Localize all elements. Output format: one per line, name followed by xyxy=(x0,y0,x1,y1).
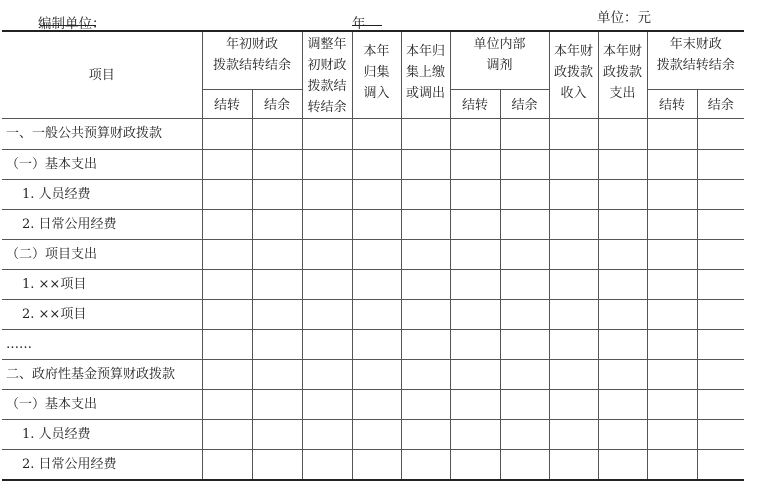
value-cell[interactable] xyxy=(697,300,744,330)
table-row xyxy=(2,360,744,390)
value-cell[interactable] xyxy=(598,240,647,270)
header-closing-balance: 年末财政 拨款结转结余 xyxy=(647,31,744,90)
value-cell[interactable] xyxy=(647,270,697,300)
value-cell[interactable] xyxy=(549,330,598,360)
value-cell[interactable] xyxy=(202,270,252,300)
value-cell[interactable] xyxy=(252,360,302,390)
value-cell[interactable] xyxy=(202,210,252,240)
value-cell[interactable] xyxy=(647,360,697,390)
value-cell[interactable] xyxy=(252,300,302,330)
report-meta: 编制单位： 年 单位：元 xyxy=(0,0,765,28)
value-cell[interactable] xyxy=(697,360,744,390)
value-cell[interactable] xyxy=(401,360,450,390)
value-cell[interactable] xyxy=(549,270,598,300)
value-cell[interactable] xyxy=(252,420,302,450)
value-cell[interactable] xyxy=(549,390,598,420)
table-row xyxy=(2,240,744,270)
value-cell[interactable] xyxy=(598,300,647,330)
value-cell[interactable] xyxy=(352,450,401,481)
value-cell[interactable] xyxy=(549,300,598,330)
value-cell[interactable] xyxy=(202,330,252,360)
value-cell[interactable] xyxy=(450,119,500,150)
table-row xyxy=(2,390,744,420)
row-label: 2. 日常公用经费 xyxy=(2,450,202,481)
header-transfer-in: 本年 归集 调入 xyxy=(352,31,401,119)
value-cell[interactable] xyxy=(549,210,598,240)
value-cell[interactable] xyxy=(500,270,549,300)
value-cell[interactable] xyxy=(202,360,252,390)
value-cell[interactable] xyxy=(598,450,647,481)
value-cell[interactable] xyxy=(401,180,450,210)
value-cell[interactable] xyxy=(252,390,302,420)
value-cell[interactable] xyxy=(598,150,647,180)
value-cell[interactable] xyxy=(252,210,302,240)
value-cell[interactable] xyxy=(352,270,401,300)
header-closing-carryover: 结转 xyxy=(647,90,697,119)
row-label: 1. 人员经费 xyxy=(2,420,202,450)
value-cell[interactable] xyxy=(302,360,352,390)
value-cell[interactable] xyxy=(302,390,352,420)
header-opening-surplus: 结余 xyxy=(252,90,302,119)
value-cell[interactable] xyxy=(302,150,352,180)
header-item: 项目 xyxy=(2,31,202,119)
row-label: （一）基本支出 xyxy=(2,390,202,420)
value-cell[interactable] xyxy=(549,119,598,150)
value-cell[interactable] xyxy=(500,240,549,270)
header-opening-balance: 年初财政 拨款结转结余 xyxy=(202,31,302,90)
value-cell[interactable] xyxy=(252,119,302,150)
value-cell[interactable] xyxy=(450,300,500,330)
value-cell[interactable] xyxy=(647,210,697,240)
value-cell[interactable] xyxy=(202,390,252,420)
value-cell[interactable] xyxy=(202,180,252,210)
value-cell[interactable] xyxy=(352,420,401,450)
value-cell[interactable] xyxy=(647,119,697,150)
value-cell[interactable] xyxy=(500,180,549,210)
value-cell[interactable] xyxy=(202,119,252,150)
value-cell[interactable] xyxy=(450,450,500,481)
header-internal-surplus: 结余 xyxy=(500,90,549,119)
value-cell[interactable] xyxy=(549,420,598,450)
value-cell[interactable] xyxy=(500,420,549,450)
row-label: （二）项目支出 xyxy=(2,240,202,270)
value-cell[interactable] xyxy=(202,420,252,450)
value-cell[interactable] xyxy=(598,180,647,210)
row-label: 一、一般公共预算财政拨款 xyxy=(2,119,202,150)
value-cell[interactable] xyxy=(697,450,744,481)
header-appropriation-income: 本年财 政拨款 收入 xyxy=(549,31,598,119)
reporting-unit-blank[interactable] xyxy=(40,12,96,26)
value-cell[interactable] xyxy=(352,180,401,210)
value-cell[interactable] xyxy=(647,450,697,481)
value-cell[interactable] xyxy=(401,390,450,420)
value-cell[interactable] xyxy=(352,240,401,270)
row-label: 2. 日常公用经费 xyxy=(2,210,202,240)
value-cell[interactable] xyxy=(500,450,549,481)
row-label: …… xyxy=(2,330,202,360)
value-cell[interactable] xyxy=(549,360,598,390)
value-cell[interactable] xyxy=(598,119,647,150)
value-cell[interactable] xyxy=(500,300,549,330)
value-cell[interactable] xyxy=(352,330,401,360)
table-row xyxy=(2,420,744,450)
header-internal-carryover: 结转 xyxy=(450,90,500,119)
value-cell[interactable] xyxy=(500,210,549,240)
value-cell[interactable] xyxy=(450,360,500,390)
value-cell[interactable] xyxy=(252,270,302,300)
value-cell[interactable] xyxy=(352,210,401,240)
row-label: 1. ××项目 xyxy=(2,270,202,300)
value-cell[interactable] xyxy=(401,330,450,360)
header-internal-adjustment: 单位内部 调剂 xyxy=(450,31,549,90)
currency-unit: 单位：元 xyxy=(597,10,651,26)
value-cell[interactable] xyxy=(500,390,549,420)
value-cell[interactable] xyxy=(302,420,352,450)
value-cell[interactable] xyxy=(647,180,697,210)
header-transfer-out: 本年归 集上缴 或调出 xyxy=(401,31,450,119)
value-cell[interactable] xyxy=(549,180,598,210)
table-row xyxy=(2,180,744,210)
value-cell[interactable] xyxy=(598,270,647,300)
value-cell[interactable] xyxy=(352,150,401,180)
value-cell[interactable] xyxy=(697,240,744,270)
value-cell[interactable] xyxy=(252,240,302,270)
value-cell[interactable] xyxy=(302,330,352,360)
value-cell[interactable] xyxy=(202,240,252,270)
value-cell[interactable] xyxy=(352,360,401,390)
table-row xyxy=(2,300,744,330)
value-cell[interactable] xyxy=(450,330,500,360)
value-cell[interactable] xyxy=(450,210,500,240)
value-cell[interactable] xyxy=(352,300,401,330)
value-cell[interactable] xyxy=(697,330,744,360)
value-cell[interactable] xyxy=(352,119,401,150)
table-body xyxy=(2,119,744,481)
value-cell[interactable] xyxy=(401,270,450,300)
value-cell[interactable] xyxy=(647,240,697,270)
value-cell[interactable] xyxy=(598,330,647,360)
value-cell[interactable] xyxy=(450,420,500,450)
value-cell[interactable] xyxy=(697,210,744,240)
value-cell[interactable] xyxy=(598,360,647,390)
value-cell[interactable] xyxy=(252,450,302,481)
value-cell[interactable] xyxy=(450,270,500,300)
value-cell[interactable] xyxy=(401,240,450,270)
value-cell[interactable] xyxy=(202,150,252,180)
value-cell[interactable] xyxy=(697,390,744,420)
value-cell[interactable] xyxy=(500,119,549,150)
value-cell[interactable] xyxy=(401,119,450,150)
value-cell[interactable] xyxy=(697,150,744,180)
value-cell[interactable] xyxy=(352,390,401,420)
value-cell[interactable] xyxy=(647,150,697,180)
row-label: 二、政府性基金预算财政拨款 xyxy=(2,360,202,390)
value-cell[interactable] xyxy=(450,240,500,270)
value-cell[interactable] xyxy=(697,119,744,150)
header-closing-surplus: 结余 xyxy=(697,90,744,119)
value-cell[interactable] xyxy=(401,450,450,481)
value-cell[interactable] xyxy=(647,330,697,360)
value-cell[interactable] xyxy=(252,180,302,210)
row-label: 2. ××项目 xyxy=(2,300,202,330)
value-cell[interactable] xyxy=(697,420,744,450)
value-cell[interactable] xyxy=(549,150,598,180)
header-opening-adjustment: 调整年 初财政 拨款结 转结余 xyxy=(302,31,352,119)
value-cell[interactable] xyxy=(202,300,252,330)
value-cell[interactable] xyxy=(500,330,549,360)
header-appropriation-expense: 本年财 政拨款 支出 xyxy=(598,31,647,119)
value-cell[interactable] xyxy=(302,240,352,270)
table-row xyxy=(2,450,744,481)
value-cell[interactable] xyxy=(302,450,352,481)
table-header xyxy=(2,31,744,119)
value-cell[interactable] xyxy=(598,390,647,420)
value-cell[interactable] xyxy=(647,300,697,330)
value-cell[interactable] xyxy=(302,210,352,240)
value-cell[interactable] xyxy=(202,450,252,481)
value-cell[interactable] xyxy=(302,270,352,300)
value-cell[interactable] xyxy=(450,180,500,210)
table-row xyxy=(2,270,744,300)
value-cell[interactable] xyxy=(500,150,549,180)
value-cell[interactable] xyxy=(401,150,450,180)
table-row xyxy=(2,150,744,180)
value-cell[interactable] xyxy=(598,420,647,450)
value-cell[interactable] xyxy=(302,119,352,150)
value-cell[interactable] xyxy=(401,420,450,450)
value-cell[interactable] xyxy=(302,300,352,330)
value-cell[interactable] xyxy=(697,180,744,210)
header-opening-carryover: 结转 xyxy=(202,90,252,119)
value-cell[interactable] xyxy=(450,150,500,180)
row-label: （一）基本支出 xyxy=(2,150,202,180)
value-cell[interactable] xyxy=(401,300,450,330)
value-cell[interactable] xyxy=(549,450,598,481)
value-cell[interactable] xyxy=(401,210,450,240)
value-cell[interactable] xyxy=(500,360,549,390)
row-label: 1. 人员经费 xyxy=(2,180,202,210)
value-cell[interactable] xyxy=(302,180,352,210)
value-cell[interactable] xyxy=(697,270,744,300)
table-row xyxy=(2,119,744,150)
value-cell[interactable] xyxy=(647,420,697,450)
fiscal-appropriation-table xyxy=(2,30,744,481)
table-row xyxy=(2,210,744,240)
value-cell[interactable] xyxy=(252,150,302,180)
table-row xyxy=(2,330,744,360)
value-cell[interactable] xyxy=(450,390,500,420)
value-cell[interactable] xyxy=(647,390,697,420)
value-cell[interactable] xyxy=(549,240,598,270)
value-cell[interactable] xyxy=(252,330,302,360)
value-cell[interactable] xyxy=(598,210,647,240)
